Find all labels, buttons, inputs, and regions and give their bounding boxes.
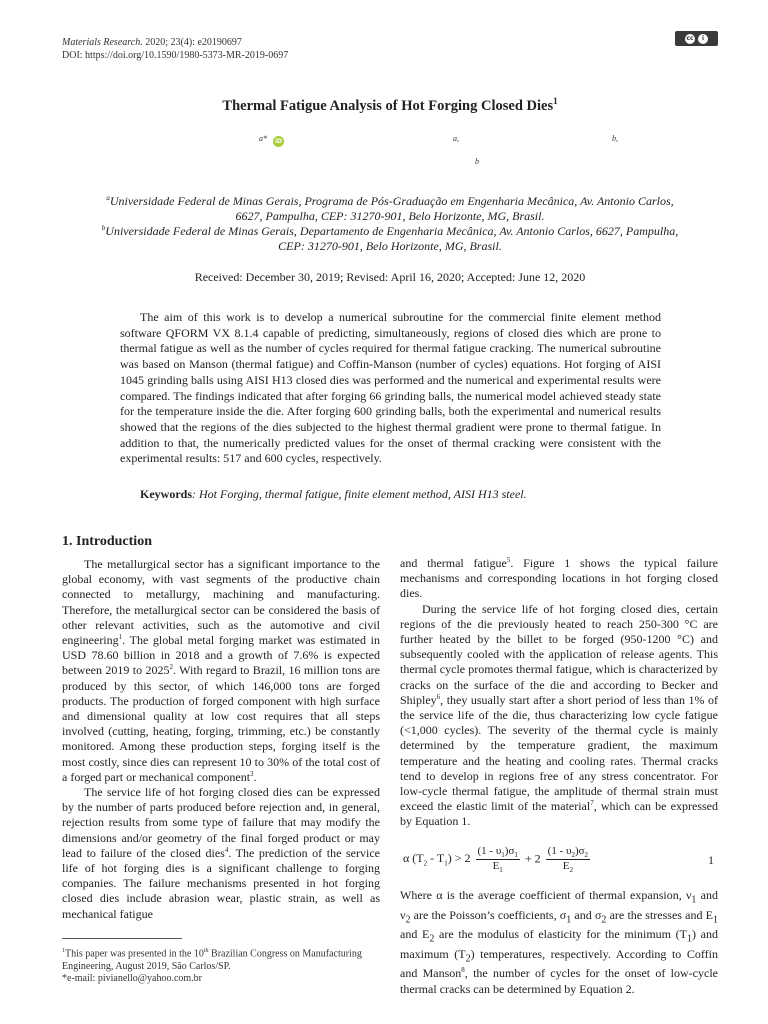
abstract: The aim of this work is to develop a numerical subroutine for the commercial finite element method software QFORM VX 8.1.4 capable of predicting, simultaneously, regions of closed dies which are prone to thermal fatigue as well as the number of cycles required for thermal fatigue cracking. The numerical subroutine was based on Manson (thermal fatigue) and Coffin-Manson (number of cycles) equations. Hot forging of AISI 1045 grinding balls using AISI H13 closed dies was performed and the numerical and experimental results were compared. The findings indicated that after forging 66 grinding balls, the numerical model achieved steady state for the temperature inside the die. After forging 600 grinding balls, both the experimental and numerical results showed that the regions of the dies subjected to the highest thermal gradient were prone to thermal fatigue. In addition to that, the numerically predicted values for the onset of thermal cracking were consistent with the experimental results: 517 and 600 cycles, respectively. [120,310,661,466]
equation-explanation [400,888,718,997]
keywords-text: : Hot Forging, thermal fatigue, finite element method, AISI H13 steel. [192,487,527,501]
intro-paragraph-3 [400,602,718,830]
right-column-continued [400,888,718,997]
text-run: Brazilian Congress on Manufacturing Engineering, August 2019, São Carlos/SP. [62,948,362,972]
text-sub: 1 [566,913,572,925]
eq-sub: 2 [569,866,573,875]
eq-part: - T [427,851,445,866]
equation-fraction-2 [546,845,590,874]
text-run: , they usually start after a short period of less than 1% of the service life of the die, thus characterizing low cycle fatigue (<1,000 cycles). The severity of the thermal cycle is mainly determined by the temperature gradient, the maximum temperature and the heating and cooling rates. Thermal cracks tend to develop in regions free of any stress concentrator. For low-cycle thermal fatigue, the amplitude of thermal strain must exceed the elastic limit of the material [400,692,718,814]
text-run: Where α is the average coefficient of thermal expansion, ν [400,888,692,902]
text-run: During the service life of hot forging closed dies, certain regions of the die previously heated to reach 250-300 °C are further heated by the billet to be forged (950-1200 °C) and subsequently cooled with the application of release agents. This thermal cycle promotes thermal fatigue, which is characterized by cracks on the surface of the die and according to Becker and Shipley [400,601,718,707]
text-run: . The global metal forging market was estimated in USD 78.60 billion in 2018 and a growth of 7.6% is expected between 2019 to 2025 [62,633,380,678]
eq-part: + 2 [521,851,541,866]
keywords-label: Keywords [140,487,192,501]
text-run: This paper was presented in the 10 [65,948,204,960]
affiliation-a [100,191,680,225]
text-run: . [253,769,257,784]
keywords [140,487,527,502]
eq-sub: 1 [514,851,518,860]
text-sub: 2 [465,953,471,965]
publication-dates: Received: December 30, 2019; Revised: April 16, 2020; Accepted: June 12, 2020 [194,270,586,284]
text-run: , which can be expressed by Equation 1. [400,799,718,829]
citation-ref: 1 [118,633,123,642]
affiliation-b [100,221,680,255]
text-run: ) and maximum (T [400,927,719,961]
citation-ref: 2 [169,663,173,672]
left-column [62,557,380,922]
eq-part: E [492,860,500,873]
ordinal-suffix: th [203,948,209,954]
orcid-icon[interactable]: iD [274,138,283,145]
fraction-denominator [546,860,590,874]
equation-1 [403,845,718,879]
title-footnote-mark: 1 [553,96,558,106]
citation-ref: 6 [436,692,441,701]
text-run: are the stresses and E [606,907,713,922]
footnote-divider [62,938,182,939]
eq-sub: 2 [571,851,575,860]
intro-paragraph-continued [400,556,718,602]
journal-name: Materials Research. [62,37,143,48]
eq-part: (1 - υ [547,845,572,857]
text-sub: 2 [405,913,411,925]
text-run: . With regard to Brazil, 16 million tons are produced by this sector, of which 146,000 tons are forged products. The production of forged component with high surface and dimensional quality at low cost requires that all steps involved (cutting, heating, forging, trimming, etc.) be constantly monitored. Among these production steps, forging itself is the most costly, since dies can represent 10 to 30% of the total cost of a forged part or mechanical component [62,663,381,784]
text-run: The service life of hot forging closed dies can be expressed by the number of parts produced before rejection and, in general, rejection results from some type of failure that may modify the dimensions and/or geometry of the final forged product or may lead to failure of the closed dies [62,785,380,860]
affiliation-b-mark: b [101,224,106,232]
citation-ref: 8 [461,966,465,975]
eq-part: )σ [504,845,515,857]
equation-lhs [403,851,471,868]
text-run: , the number of cycles for the onset of low-cycle thermal cracks can be determined by Equation 2. [400,966,718,996]
footnote-mark: 1 [62,948,65,954]
eq-sub: 2 [584,851,589,860]
eq-sub: 2 [423,859,428,868]
text-run: ) temperatures, respectively. According to Coffin and Manson [400,946,718,981]
author-mark-4: b [475,157,479,166]
by-attribution-icon: i [698,34,708,44]
eq-part: )σ [574,845,585,857]
citation-ref: 3 [250,769,254,778]
text-run: and thermal fatigue [400,556,507,570]
eq-sub: 1 [499,866,503,875]
intro-paragraph-1 [62,557,380,785]
text-run: and ν [400,888,718,922]
affiliation-a-text: Universidade Federal de Minas Gerais, Programa de Pós-Graduação em Engenharia Mecânica, Av. Antonio Carlos, 6627, Pampulha, CEP: 31270-901, Belo Horizonte, MG, Brasil. [109,194,674,224]
intro-paragraph-2 [62,785,380,922]
equation-number: 1 [708,853,714,867]
cc-icon: cc [686,34,694,42]
citation-text: 2020; 23(4): e20190697 [142,37,242,48]
eq-part: (1 - υ [477,845,502,857]
footnote-line-1 [62,945,380,973]
right-column [400,556,718,830]
journal-citation [62,36,242,49]
section-heading: 1. Introduction [62,534,152,549]
fraction-numerator [546,845,590,860]
footnote-email[interactable]: *e-mail: pivianello@yahoo.com.br [62,973,203,985]
eq-part: E [562,860,570,873]
affiliation-b-text: Universidade Federal de Minas Gerais, Departamento de Engenharia Mecânica, Av. Antonio Carlos, 6627, Pampulha, CEP: 31270-901, Belo Horizonte, MG, Brasil. [105,224,679,254]
text-run: . Figure 1 shows the typical failure mechanisms and corresponding locations in hot forging closed dies. [400,556,718,601]
fraction-numerator [476,845,520,860]
text-sub: 2 [429,933,435,945]
doi-link[interactable]: DOI: https://doi.org/10.1590/1980-5373-MR-2019-0697 [62,50,289,61]
affiliation-a-mark: a [106,194,110,202]
text-run: are the Poisson’s coefficients, σ [410,907,567,922]
paper-title [0,96,768,115]
eq-part: ) > 2 [447,851,471,866]
text-sub: 2 [601,913,607,925]
author-mark-3: b, [612,134,618,143]
text-run: are the modulus of elasticity for the minimum (T [434,927,688,942]
citation-ref: 5 [506,556,511,564]
title-text: Thermal Fatigue Analysis of Hot Forging Closed Dies [222,97,554,114]
eq-part: α (T [403,851,424,866]
text-sub: 1 [712,913,718,925]
author-mark-2: a, [453,134,459,143]
fraction-denominator [476,860,520,874]
text-run: . The prediction of the service life of hot forging dies is a significant challenge to forging companies. The failure mechanisms presented in hot forging closed dies include abrasion wear, plastic strain, as well as mechanical fatigue [62,845,380,921]
equation-fraction-1 [476,845,520,874]
text-run: The metallurgical sector has a significant importance to the global economy, with vast segments of the productive chain connected to metallurgy, machining and manufacturing. Therefore, the metallurgical sector can be considered the basis of other relevant activities, such as the automotive and civil engineering [62,557,380,648]
citation-ref: 4 [224,845,229,854]
author-mark-1: a* [259,134,267,143]
text-run: and σ [571,907,602,922]
eq-sub: 1 [501,851,505,860]
footnote [62,945,380,986]
citation-ref: 7 [590,799,594,808]
text-sub: 1 [687,933,693,945]
text-sub: 1 [691,894,697,906]
cc-license-badge[interactable] [675,31,718,46]
text-run: and E [400,927,430,942]
eq-sub: 1 [444,859,448,868]
